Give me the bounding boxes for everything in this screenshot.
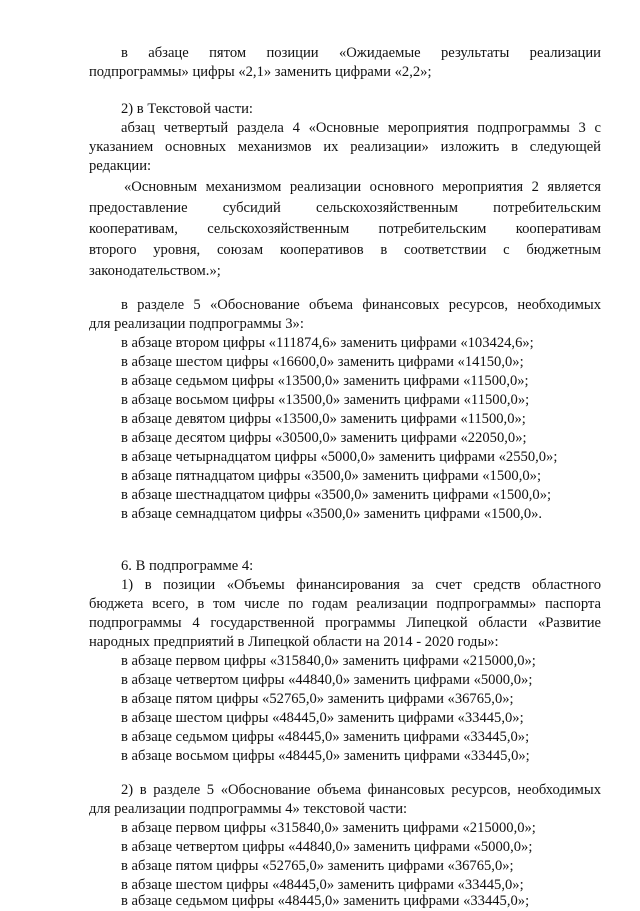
text-line: для реализации подпрограммы 3»: (89, 316, 304, 332)
list-item: в абзаце четвертом цифры «44840,0» заменить цифрами «5000,0»; (121, 839, 533, 855)
text-line: 2) в разделе 5 «Обоснование объема финансовых ресурсов, необходимых (121, 782, 601, 798)
text-line: «Основным механизмом реализации основного мероприятия 2 является (124, 179, 601, 195)
list-item: в абзаце семнадцатом цифры «3500,0» заменить цифрами «1500,0». (121, 506, 543, 522)
text-line: законодательством.»; (89, 263, 221, 279)
list-item: в абзаце пятом цифры «52765,0» заменить цифрами «36765,0»; (121, 691, 514, 707)
text-line: абзац четвертый раздела 4 «Основные мероприятия подпрограммы 3 с (121, 120, 601, 136)
list-item: в абзаце шестом цифры «48445,0» заменить цифрами «33445,0»; (121, 877, 524, 893)
list-item: в абзаце восьмом цифры «13500,0» заменить цифрами «11500,0»; (121, 392, 530, 408)
list-item: в абзаце восьмом цифры «48445,0» заменить цифрами «33445,0»; (121, 748, 530, 764)
list-item: в абзаце четырнадцатом цифры «5000,0» заменить цифрами «2550,0»; (121, 449, 558, 465)
list-item: в абзаце седьмом цифры «13500,0» заменить цифрами «11500,0»; (121, 373, 529, 389)
section-heading: 6. В подпрограмме 4: (121, 558, 254, 574)
list-item: в абзаце десятом цифры «30500,0» заменить цифрами «22050,0»; (121, 430, 527, 446)
list-item: в абзаце шестом цифры «48445,0» заменить цифрами «33445,0»; (121, 710, 524, 726)
list-item: в абзаце шестнадцатом цифры «3500,0» заменить цифрами «1500,0»; (121, 487, 552, 503)
list-item: в абзаце шестом цифры «16600,0» заменить цифрами «14150,0»; (121, 354, 524, 370)
list-item: в абзаце пятом цифры «52765,0» заменить цифрами «36765,0»; (121, 858, 514, 874)
text-line: 1) в позиции «Объемы финансирования за счет средств областного (121, 577, 601, 593)
text-line: предоставление субсидий сельскохозяйственным потребительским (89, 200, 601, 216)
text-line: второго уровня, союзам кооперативов в соответствии с бюджетным (89, 242, 601, 258)
text-line: редакции: (89, 158, 152, 174)
list-item: в абзаце пятнадцатом цифры «3500,0» заменить цифрами «1500,0»; (121, 468, 542, 484)
list-item: в абзаце седьмом цифры «48445,0» заменить цифрами «33445,0»; (121, 729, 530, 745)
list-item: в абзаце четвертом цифры «44840,0» заменить цифрами «5000,0»; (121, 672, 533, 688)
text-line: указанием основных механизмов их реализации» изложить в следующей (89, 139, 601, 155)
text-line: подпрограммы 4 государственной программы Липецкой области «Развитие (89, 615, 601, 631)
text-line: для реализации подпрограммы 4» текстовой части: (89, 801, 408, 817)
text-line: в разделе 5 «Обоснование объема финансовых ресурсов, необходимых (121, 297, 601, 313)
text-line: подпрограммы» цифры «2,1» заменить цифрами «2,2»; (89, 64, 432, 80)
list-item: в абзаце седьмом цифры «48445,0» заменить цифрами «33445,0»; (121, 893, 530, 909)
list-item: в абзаце первом цифры «315840,0» заменить цифрами «215000,0»; (121, 653, 536, 669)
list-item: в абзаце девятом цифры «13500,0» заменить цифрами «11500,0»; (121, 411, 526, 427)
list-item: в абзаце первом цифры «315840,0» заменить цифрами «215000,0»; (121, 820, 536, 836)
list-item: в абзаце втором цифры «111874,6» заменить цифрами «103424,6»; (121, 335, 534, 351)
text-line: в абзаце пятом позиции «Ожидаемые результаты реализации (121, 45, 601, 61)
text-line: народных предприятий в Липецкой области на 2014 - 2020 годы»: (89, 634, 499, 650)
text-line: бюджета всего, в том числе по годам реализации подпрограммы» паспорта (89, 596, 601, 612)
text-line: кооперативам, сельскохозяйственным потребительским кооперативам (89, 221, 601, 237)
text-line: 2) в Текстовой части: (121, 101, 253, 117)
